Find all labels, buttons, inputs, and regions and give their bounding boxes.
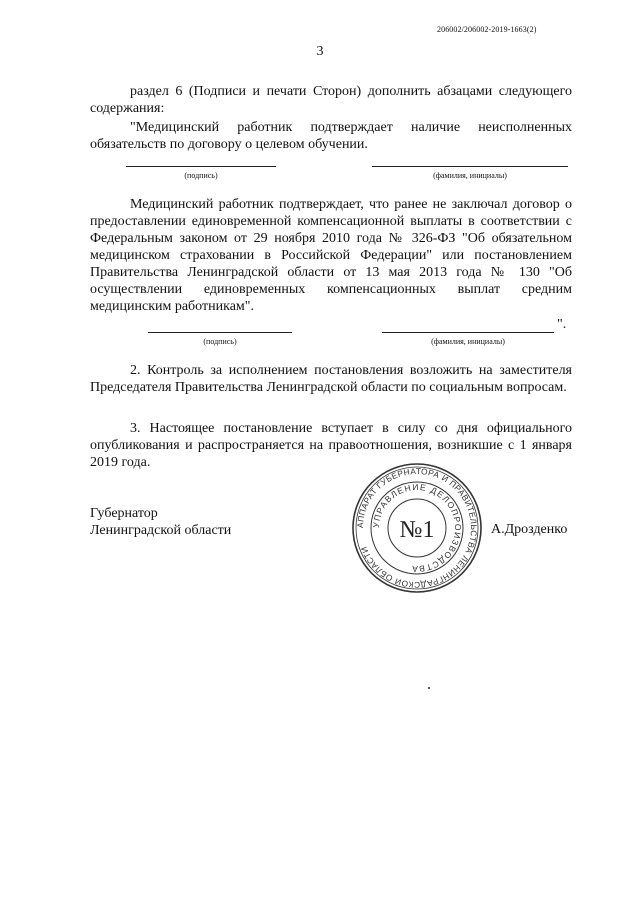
scan-speck bbox=[428, 687, 430, 689]
name-caption-1: (фамилия, инициалы) bbox=[433, 171, 507, 180]
document-number: 206002/206002-2019-1663(2) bbox=[437, 25, 537, 34]
signatory-position-line2: Ленинградской области bbox=[90, 523, 232, 538]
page-number: 3 bbox=[316, 44, 324, 59]
stamp-outer-ring-text: АППАРАТ ГУБЕРНАТОРА И ПРАВИТЕЛЬСТВА ЛЕНИНГРАДСКОЙ ОБЛАСТИ bbox=[354, 465, 480, 591]
official-stamp bbox=[349, 460, 485, 596]
signature-caption-2: (подпись) bbox=[203, 337, 237, 346]
stamp-inner-ring-text: УПРАВЛЕНИЕ ДЕЛОПРОИЗВОДСТВА bbox=[370, 481, 464, 575]
name-line-2 bbox=[382, 332, 554, 333]
closing-quote: ". bbox=[557, 317, 567, 332]
paragraph-medical-worker-obligations: "Медицинский работник подтверждает наличие неисполненных обязательств по договору о целевом обучении. bbox=[90, 120, 572, 152]
signature-line-1 bbox=[126, 166, 276, 167]
paragraph-effective-date: 3. Настоящее постановление вступает в силу со дня официального опубликования и распространяется на правоотношения, возникшие с 1 января 2019 года. bbox=[90, 421, 572, 470]
signatory-name: А.Дрозденко bbox=[491, 522, 568, 537]
paragraph-section6-amendment: раздел 6 (Подписи и печати Сторон) дополнить абзацами следующего содержания: bbox=[90, 84, 572, 116]
signatory-position bbox=[90, 505, 231, 539]
stamp-number: №1 bbox=[399, 517, 435, 543]
paragraph-control-clause: 2. Контроль за исполнением постановления возложить на заместителя Председателя Правительства Ленинградской области по социальным вопросам. bbox=[90, 363, 572, 395]
name-caption-2: (фамилия, инициалы) bbox=[431, 337, 505, 346]
signatory-position-line1: Губернатор bbox=[90, 506, 158, 521]
signature-line-2 bbox=[148, 332, 292, 333]
signature-caption-1: (подпись) bbox=[184, 171, 218, 180]
name-line-1 bbox=[372, 166, 568, 167]
paragraph-no-prior-contract: Медицинский работник подтверждает, что ранее не заключал договор о предоставлении единовременной компенсационной выплаты в соответствии с Федеральным законом от 29 ноября 2010 года № 326-ФЗ "Об обязательном медицинском страховании в Российской Федерации" или постановлением Правительства Ленинградской области от 13 мая 2013 года № 130 "Об осуществлении единовременных компенсационных выплат средним медицинским работникам". bbox=[90, 197, 572, 314]
